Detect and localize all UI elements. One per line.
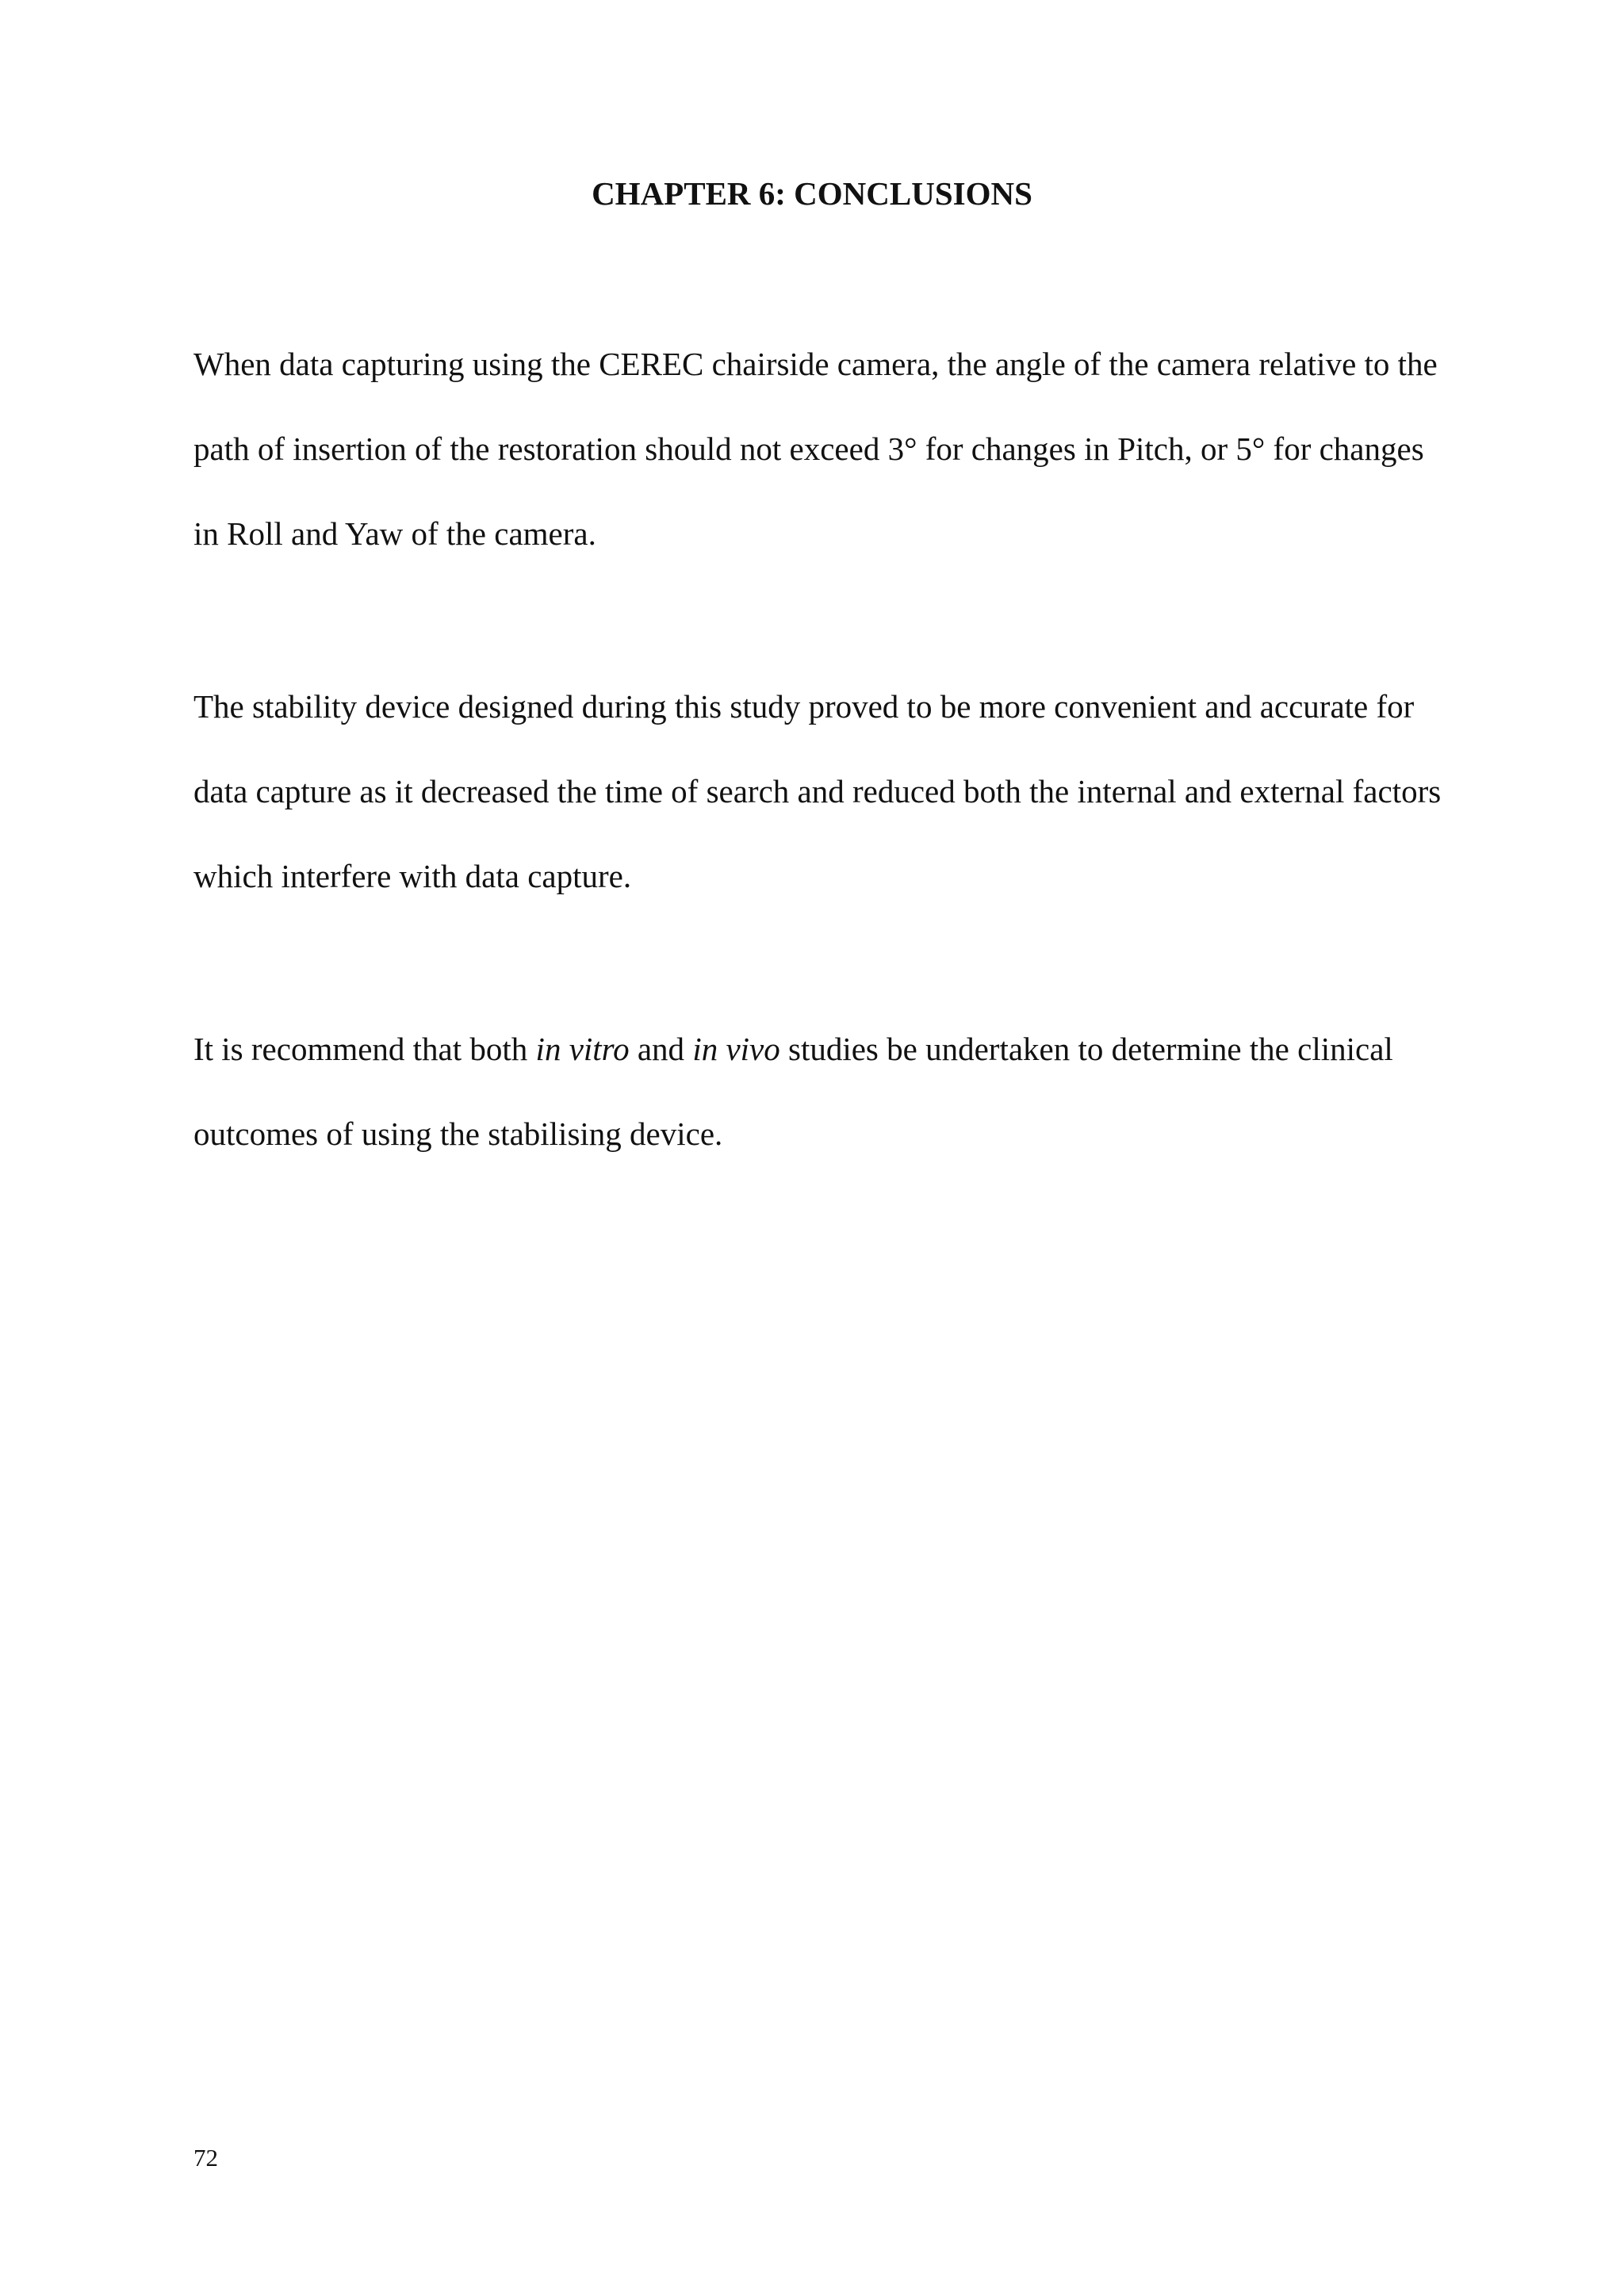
page-number: 72 bbox=[193, 2144, 218, 2172]
text-span: It is recommend that both bbox=[193, 1031, 536, 1067]
paragraph-stability-device bbox=[193, 664, 1478, 919]
paragraph-line: data capture as it decreased the time of search and reduced both the internal and external factors bbox=[193, 773, 1442, 809]
chapter-title: CHAPTER 6: CONCLUSIONS bbox=[592, 175, 1032, 212]
paragraph-camera-angle bbox=[193, 322, 1478, 576]
italic-term-in-vitro: in vitro bbox=[535, 1031, 630, 1067]
paragraph-line: which interfere with data capture. bbox=[193, 858, 632, 894]
paragraph-recommendation bbox=[193, 1007, 1478, 1177]
text-span: and bbox=[629, 1031, 693, 1067]
paragraph-line: path of insertion of the restoration should not exceed 3° for changes in Pitch, or 5° for changes bbox=[193, 430, 1424, 467]
text-span: studies be undertaken to determine the clinical bbox=[779, 1031, 1393, 1067]
paragraph-line: outcomes of using the stabilising device. bbox=[193, 1115, 723, 1152]
italic-term-in-vivo: in vivo bbox=[692, 1031, 780, 1067]
paragraph-line: The stability device designed during this study proved to be more convenient and accurate for bbox=[193, 688, 1415, 725]
paragraph-line: in Roll and Yaw of the camera. bbox=[193, 515, 596, 552]
paragraph-line bbox=[193, 1007, 1478, 1092]
paragraph-line: When data capturing using the CEREC chairside camera, the angle of the camera relative to the bbox=[193, 346, 1438, 382]
